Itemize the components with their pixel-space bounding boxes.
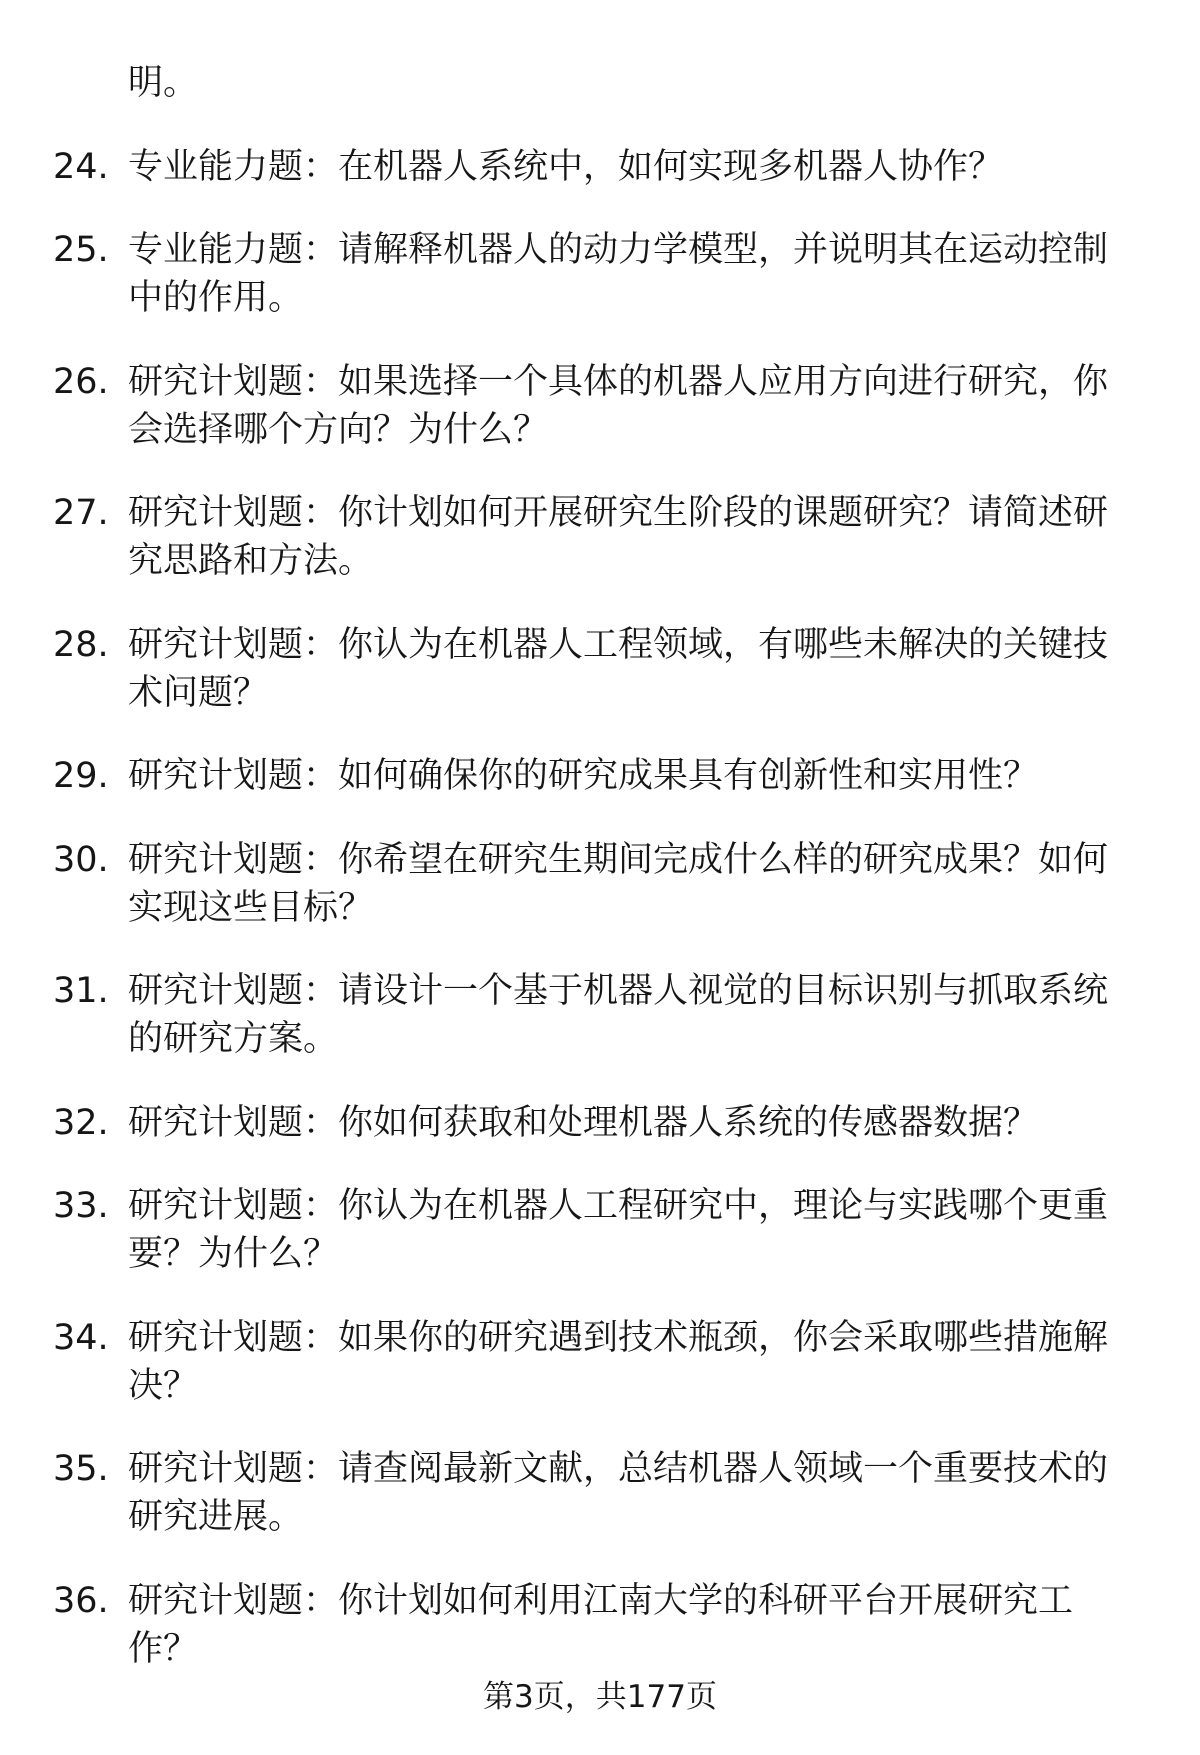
question-number: 24. <box>53 146 109 187</box>
question-item <box>0 1099 1200 1147</box>
question-item <box>0 1182 1200 1278</box>
question-text-line: 研究计划题：你计划如何开展研究生阶段的课题研究？请简述研 <box>128 493 1109 533</box>
page-footer: 第3页，共177页 <box>483 1679 717 1715</box>
question-number: 29. <box>53 756 109 796</box>
question-text-line: 实现这些目标？ <box>128 887 374 928</box>
question-text-line: 研究计划题：你如何获取和处理机器人系统的传感器数据？ <box>128 1102 1039 1143</box>
question-text <box>128 489 1200 585</box>
question-text-line: 的研究方案。 <box>128 1019 339 1059</box>
question-text <box>128 1099 1200 1147</box>
question-number: 30. <box>53 839 109 880</box>
question-item <box>0 1314 1200 1410</box>
question-number: 32. <box>53 1102 109 1143</box>
question-number: 36. <box>53 1580 109 1621</box>
question-text <box>128 1182 1200 1278</box>
question-text-line: 研究进展。 <box>128 1497 304 1537</box>
question-text-line: 研究计划题：请查阅最新文献，总结机器人领域一个重要技术的 <box>128 1449 1109 1489</box>
question-text-line: 究思路和方法。 <box>128 541 374 581</box>
question-text <box>128 967 1200 1063</box>
continuation-body <box>128 59 1200 107</box>
question-number: 25. <box>53 230 109 270</box>
question-text <box>128 226 1200 322</box>
question-text <box>128 1577 1200 1673</box>
question-text-line: 中的作用。 <box>128 278 304 318</box>
question-text-line: 研究计划题：你认为在机器人工程研究中，理论与实践哪个更重 <box>128 1186 1109 1226</box>
question-number: 31. <box>53 971 109 1011</box>
question-number: 34. <box>53 1317 109 1358</box>
question-text-line: 专业能力题：请解释机器人的动力学模型，并说明其在运动控制 <box>128 230 1109 270</box>
question-item <box>0 1577 1200 1673</box>
question-item <box>0 967 1200 1063</box>
question-text-line: 研究计划题：如果你的研究遇到技术瓶颈，你会采取哪些措施解 <box>128 1317 1109 1358</box>
question-text-line: 作？ <box>128 1628 199 1669</box>
question-item <box>0 836 1200 932</box>
question-item <box>0 143 1200 191</box>
question-number: 35. <box>53 1449 109 1489</box>
question-text-line: 会选择哪个方向？为什么？ <box>128 409 549 450</box>
continuation-line: 明。 <box>128 63 199 103</box>
question-item <box>0 1445 1200 1541</box>
question-text-line: 专业能力题：在机器人系统中，如何实现多机器人协作？ <box>128 146 1004 187</box>
question-number: 28. <box>53 624 109 665</box>
question-item <box>0 621 1200 717</box>
question-number: 26. <box>53 361 109 402</box>
question-text-line: 术问题？ <box>128 672 269 713</box>
question-item <box>0 226 1200 322</box>
question-text-line: 研究计划题：你希望在研究生期间完成什么样的研究成果？如何 <box>128 839 1109 880</box>
question-text-line: 研究计划题：如果选择一个具体的机器人应用方向进行研究，你 <box>128 361 1109 402</box>
question-text-line: 要？为什么？ <box>128 1234 339 1274</box>
question-text-line: 决？ <box>128 1365 199 1406</box>
question-text-line: 研究计划题：如何确保你的研究成果具有创新性和实用性？ <box>128 756 1039 796</box>
question-text-line: 研究计划题：你认为在机器人工程领域，有哪些未解决的关键技 <box>128 624 1109 665</box>
question-list <box>0 59 1200 1708</box>
question-text <box>128 836 1200 932</box>
question-text <box>128 1314 1200 1410</box>
question-text <box>128 752 1200 800</box>
question-text-line: 研究计划题：你计划如何利用江南大学的科研平台开展研究工 <box>128 1580 1074 1621</box>
question-text <box>128 358 1200 454</box>
question-number: 33. <box>53 1186 109 1226</box>
question-item <box>0 752 1200 800</box>
question-text-line: 研究计划题：请设计一个基于机器人视觉的目标识别与抓取系统 <box>128 971 1109 1011</box>
question-number: 27. <box>53 493 109 533</box>
question-item <box>0 358 1200 454</box>
question-text <box>128 1445 1200 1541</box>
question-text <box>128 621 1200 717</box>
continuation-text <box>0 59 1200 107</box>
question-item <box>0 489 1200 585</box>
question-text <box>128 143 1200 191</box>
